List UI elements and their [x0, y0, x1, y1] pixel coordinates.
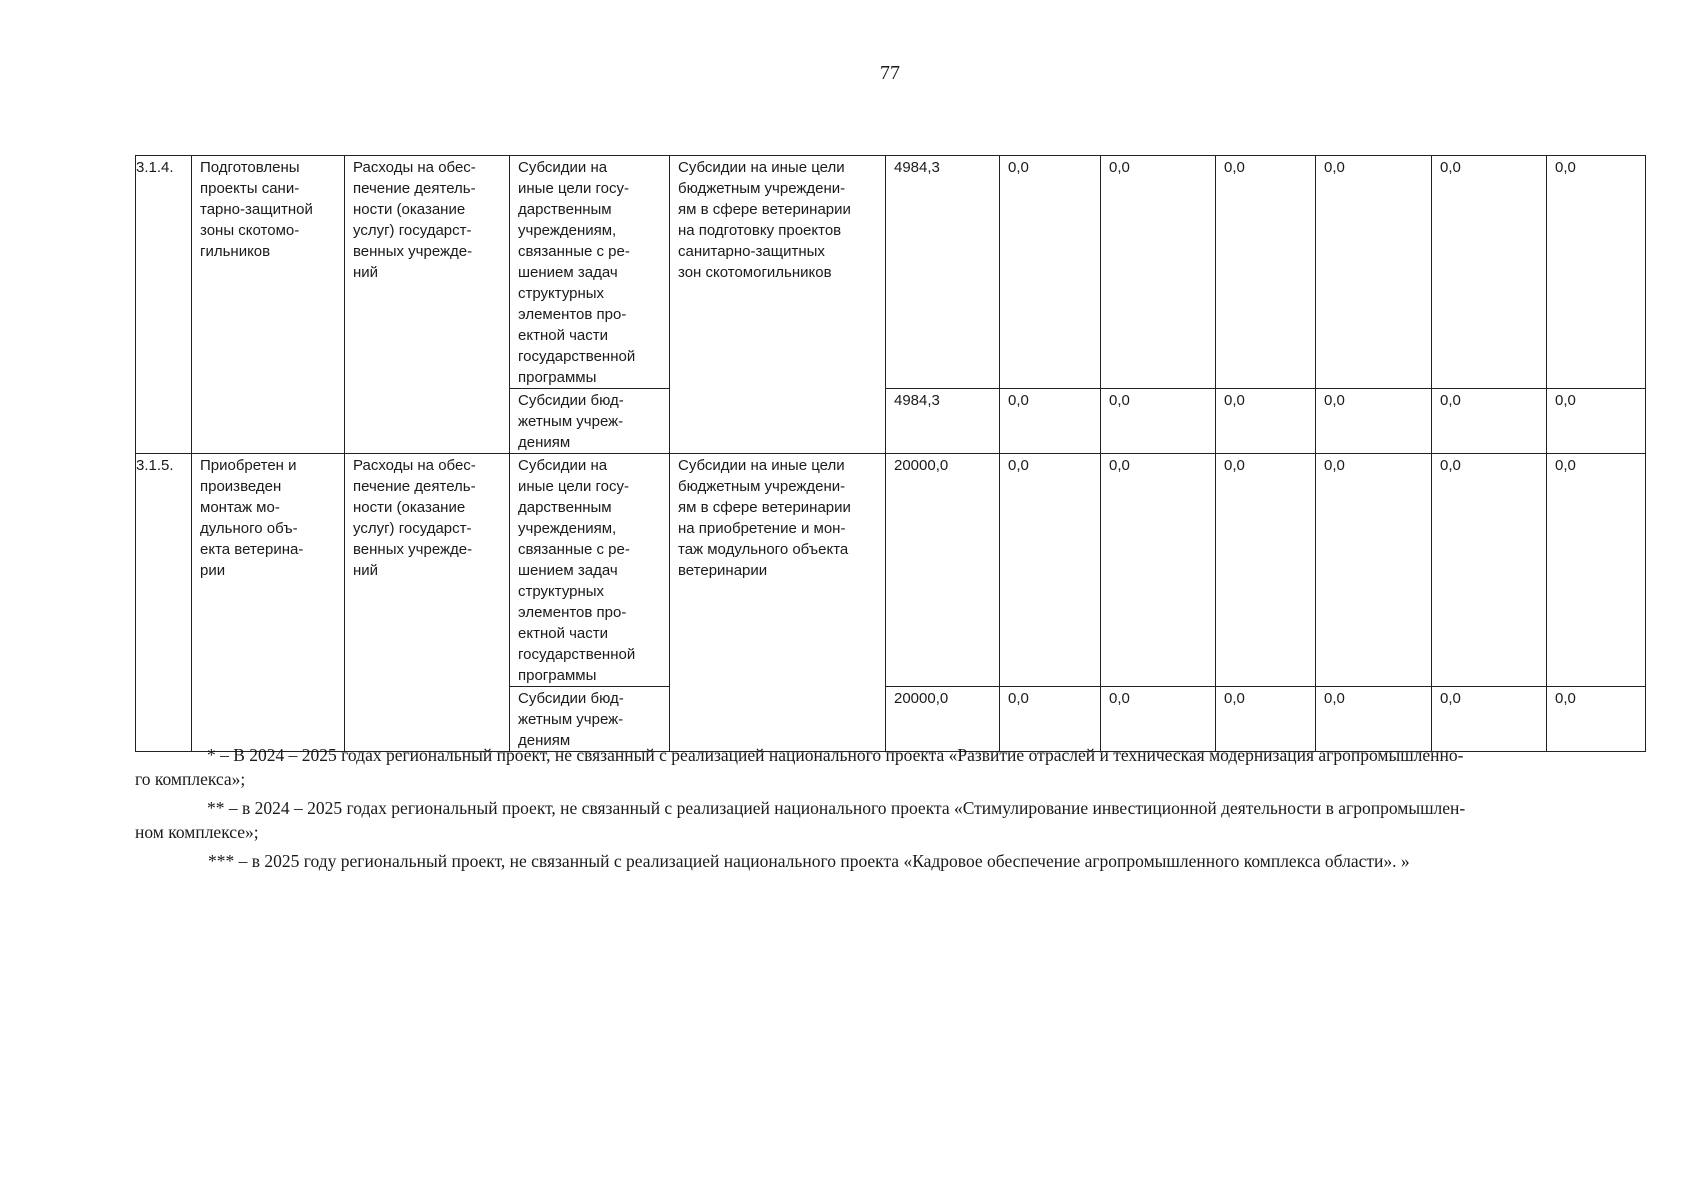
value-cell: 0,0	[1316, 687, 1432, 752]
value-cell: 0,0	[1000, 389, 1101, 454]
footnote: ** – в 2024 – 2025 годах региональный проект, не связанный с реализацией национального проекта «Стимулирование инвестиционной деятельности в агропромышлен- ном комплексе»;	[135, 798, 1466, 842]
page-number: 77	[880, 62, 900, 84]
value-cell: 0,0	[1216, 454, 1316, 687]
value-cell: 0,0	[1216, 687, 1316, 752]
footnote: * – В 2024 – 2025 годах региональный проект, не связанный с реализацией национального проекта «Развитие отраслей и техническая модернизация агропромышленно- го комплекса»;	[135, 745, 1464, 789]
value-cell: 0,0	[1000, 454, 1101, 687]
budget-table	[135, 155, 1646, 752]
value-cell: 0,0	[1432, 389, 1547, 454]
value-cell: 0,0	[1316, 389, 1432, 454]
value-cell: 0,0	[1432, 156, 1547, 389]
table-row	[136, 156, 1646, 389]
value-cell: 0,0	[1216, 156, 1316, 389]
value-cell: 0,0	[1000, 687, 1101, 752]
value-cell: 0,0	[1547, 389, 1646, 454]
value-cell: 0,0	[1316, 454, 1432, 687]
value-cell: 0,0	[1101, 454, 1216, 687]
purpose-cell: Субсидии на иные цели бюджетным учреждени- ям в сфере ветеринарии на подготовку проектов санитарно-защитных зон скотомогильников	[670, 156, 886, 454]
subsidy-type-cell: Субсидии бюд- жетным учреж- дениям	[510, 389, 670, 454]
purpose-cell: Субсидии на иные цели бюджетным учреждени- ям в сфере ветеринарии на приобретение и мон- таж модульного объекта ветеринарии	[670, 454, 886, 752]
value-cell: 0,0	[1547, 156, 1646, 389]
value-cell: 0,0	[1547, 687, 1646, 752]
subsidy-type-cell: Субсидии бюд- жетным учреж- дениям	[510, 687, 670, 752]
table-row	[136, 454, 1646, 687]
value-cell: 0,0	[1547, 454, 1646, 687]
value-cell: 20000,0	[886, 454, 1000, 687]
value-cell: 20000,0	[886, 687, 1000, 752]
value-cell: 0,0	[1101, 156, 1216, 389]
result-cell: Подготовлены проекты сани- тарно-защитной зоны скотомо- гильников	[192, 156, 345, 454]
result-cell: Приобретен и произведен монтаж мо- дульного объ- екта ветерина- рии	[192, 454, 345, 752]
value-cell: 4984,3	[886, 389, 1000, 454]
value-cell: 0,0	[1000, 156, 1101, 389]
value-cell: 0,0	[1101, 687, 1216, 752]
value-cell: 0,0	[1432, 687, 1547, 752]
footnotes	[135, 743, 1665, 878]
subsidy-type-cell: Субсидии на иные цели госу- дарственным учреждениям, связанные с ре- шением задач структурных элементов про- ектной части государственной программы	[510, 454, 670, 687]
item-code-cell: 3.1.4.	[136, 156, 192, 454]
expense-type-cell: Расходы на обес- печение деятель- ности (оказание услуг) государст- венных учрежде- ний	[345, 156, 510, 454]
value-cell: 0,0	[1101, 389, 1216, 454]
value-cell: 0,0	[1432, 454, 1547, 687]
subsidy-type-cell: Субсидии на иные цели госу- дарственным учреждениям, связанные с ре- шением задач структурных элементов про- ектной части государственной программы	[510, 156, 670, 389]
expense-type-cell: Расходы на обес- печение деятель- ности (оказание услуг) государст- венных учрежде- ний	[345, 454, 510, 752]
value-cell: 0,0	[1316, 156, 1432, 389]
item-code-cell: 3.1.5.	[136, 454, 192, 752]
footnote: *** – в 2025 году региональный проект, не связанный с реализацией национального проекта «Кадровое обеспечение агропромышленного комплекса области». »	[208, 851, 1410, 871]
value-cell: 0,0	[1216, 389, 1316, 454]
value-cell: 4984,3	[886, 156, 1000, 389]
